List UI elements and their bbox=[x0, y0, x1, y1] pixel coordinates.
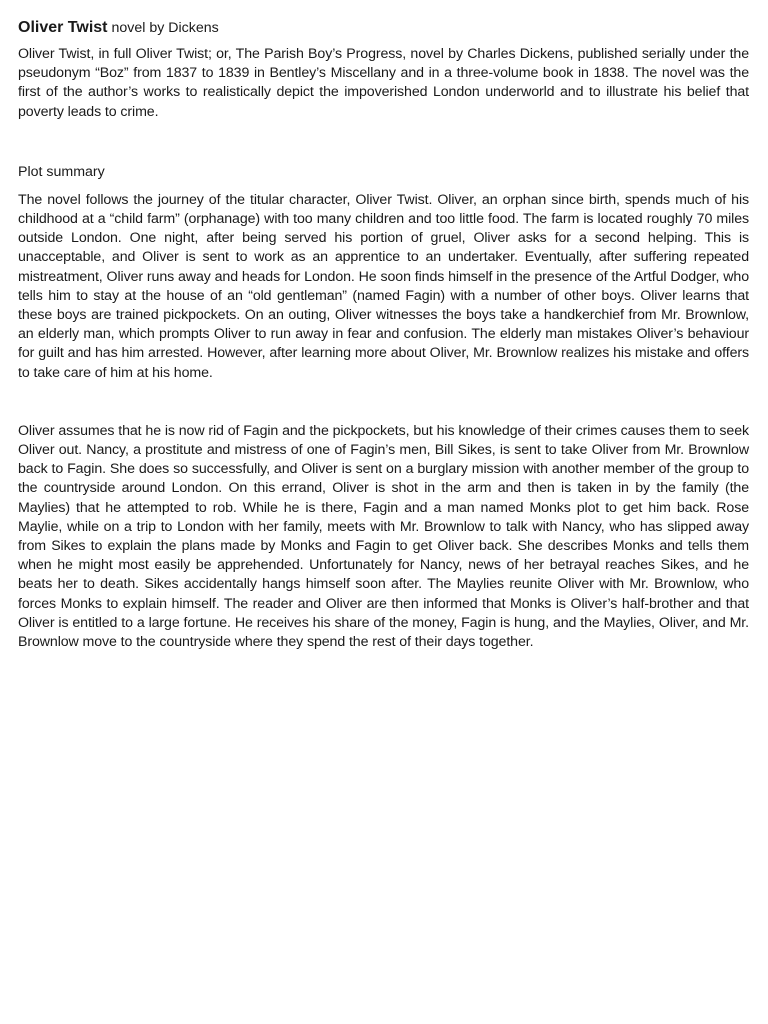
plot-summary-heading: Plot summary bbox=[18, 163, 105, 180]
document-page bbox=[18, 18, 749, 652]
plot-paragraph-2: Oliver assumes that he is now rid of Fagin and the pickpockets, but his knowledge of their crimes causes them to seek Oliver out. Nancy, a prostitute and mistress of one of Fagin’s men, Bill Sikes, is sent to take Oliver from Mr. Brownlow back to Fagin. She does so successfully, and Oliver is sent on a burglary mission with another member of the group to the countryside around London. On this errand, Oliver is shot in the arm and then is taken in by the family (the Maylies) that he attempted to rob. While he is there, Fagin and a man named Monks plot to get him back. Rose Maylie, while on a trip to London with her family, meets with Mr. Brownlow to talk with Nancy, who has slipped away from Sikes to explain the plans made by Monks and Fagin to get Oliver back. She describes Monks and tells them when he might most easily be apprehended. Unfortunately for Nancy, news of her betrayal reaches Sikes, and he beats her to death. Sikes accidentally hangs himself soon after. The Maylies reunite Oliver with Mr. Brownlow, who forces Monks to explain himself. The reader and Oliver are then informed that Monks is Oliver’s half-brother and that Oliver is entitled to a large fortune. He receives his share of the money, Fagin is hung, and the Maylies, Oliver, and Mr. Brownlow move to the countryside where they spend the rest of their days together. bbox=[18, 422, 749, 651]
document-subtitle: novel by Dickens bbox=[111, 20, 219, 36]
document-title: Oliver Twist bbox=[18, 19, 108, 36]
document-title-line bbox=[18, 18, 749, 38]
intro-paragraph: Oliver Twist, in full Oliver Twist; or, The Parish Boy’s Progress, novel by Charles Dickens, published serially under the pseudonym “Boz” from 1837 to 1839 in Bentley’s Miscellany and in a three-volume book in 1838. The novel was the first of the author’s works to realistically depict the impoverished London underworld and to illustrate his belief that poverty leads to crime. bbox=[18, 46, 749, 120]
plot-paragraph-1: The novel follows the journey of the titular character, Oliver Twist. Oliver, an orphan since birth, spends much of his childhood at a “child farm” (orphanage) with too many children and too little food. The farm is located roughly 70 miles outside London. One night, after being served his portion of gruel, Oliver asks for a second helping. This is unacceptable, and Oliver is sent to work as an apprentice to an undertaker. Eventually, after suffering repeated mistreatment, Oliver runs away and heads for London. He soon finds himself in the presence of the Artful Dodger, who tells him to stay at the house of an “old gentleman” (named Fagin) with a number of other boys. Oliver learns that these boys are trained pickpockets. On an outing, Oliver witnesses the boys take a handkerchief from Mr. Brownlow, an elderly man, which prompts Oliver to run away in fear and confusion. The elderly man mistakes Oliver’s behaviour for guilt and has him arrested. However, after learning more about Oliver, Mr. Brownlow realizes his mistake and offers to take care of him at his home. bbox=[18, 191, 749, 381]
